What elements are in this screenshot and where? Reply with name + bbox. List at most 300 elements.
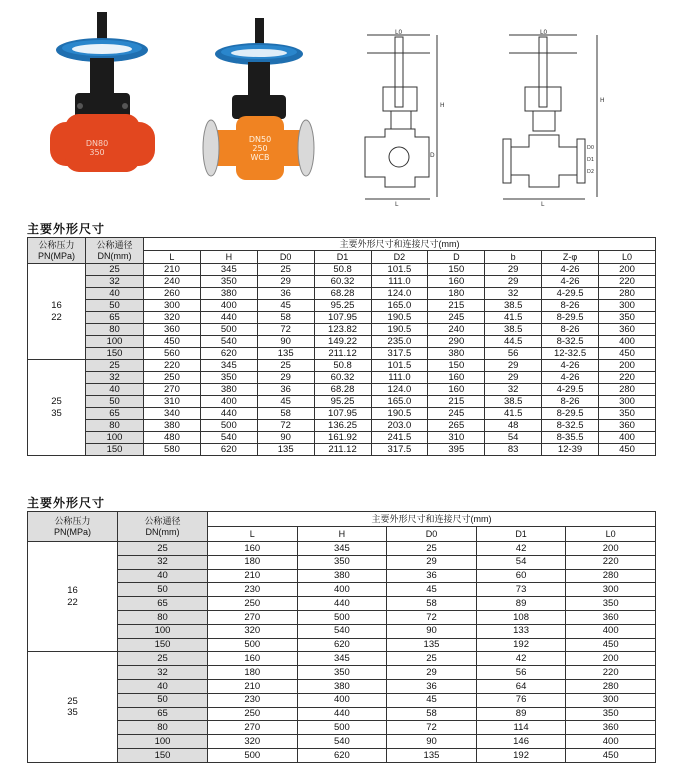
value-cell: 211.12 [314,444,371,456]
svg-text:D: D [430,152,435,159]
value-cell: 160 [428,384,485,396]
value-cell: 41.5 [485,312,542,324]
value-cell: 8-29.5 [542,312,599,324]
svg-text:L: L [395,201,399,207]
value-cell: 107.95 [314,408,371,420]
column-header: H [297,527,387,542]
value-cell: 76 [476,693,566,707]
value-cell: 146 [476,735,566,749]
value-cell: 42 [476,542,566,556]
value-cell: 380 [200,384,257,396]
value-cell: 440 [297,707,387,721]
value-cell: 350 [200,276,257,288]
column-header: L [208,527,298,542]
value-cell: 450 [566,748,656,762]
value-cell: 350 [599,312,656,324]
value-cell: 500 [208,748,298,762]
value-cell: 29 [485,276,542,288]
value-cell: 450 [566,638,656,652]
value-cell: 360 [599,420,656,432]
value-cell: 101.5 [371,360,428,372]
value-cell: 400 [566,735,656,749]
value-cell: 200 [599,360,656,372]
value-cell: 235.0 [371,336,428,348]
value-cell: 58 [257,312,314,324]
svg-text:D2: D2 [587,169,595,175]
value-cell: 300 [599,300,656,312]
value-cell: 45 [257,396,314,408]
value-cell: 83 [485,444,542,456]
value-cell: 58 [387,707,477,721]
value-cell: 395 [428,444,485,456]
value-cell: 135 [387,748,477,762]
value-cell: 400 [599,336,656,348]
dn-cell: 40 [86,384,144,396]
value-cell: 265 [428,420,485,432]
svg-text:L0: L0 [540,29,548,36]
value-cell: 440 [297,597,387,611]
value-cell: 44.5 [485,336,542,348]
value-cell: 440 [200,312,257,324]
value-cell: 290 [428,336,485,348]
value-cell: 42 [476,652,566,666]
value-cell: 8-26 [542,324,599,336]
value-cell: 360 [144,324,201,336]
value-cell: 350 [566,707,656,721]
value-cell: 160 [428,372,485,384]
value-cell: 50.8 [314,264,371,276]
value-cell: 192 [476,748,566,762]
value-cell: 95.25 [314,300,371,312]
value-cell: 48 [485,420,542,432]
table-row [28,312,656,324]
section2-title: 主要外形尺寸 [27,496,106,510]
value-cell: 54 [485,432,542,444]
value-cell: 320 [144,312,201,324]
pn-header: 公称压力 PN(MPa) [28,512,118,542]
svg-text:H: H [440,102,445,109]
value-cell: 45 [257,300,314,312]
value-cell: 220 [144,360,201,372]
dn-header: 公称通径 DN(mm) [118,512,208,542]
column-header: D0 [387,527,477,542]
value-cell: 280 [599,384,656,396]
table-row [28,666,656,680]
value-cell: 58 [387,597,477,611]
value-cell: 29 [387,555,477,569]
dn-cell: 65 [118,707,208,721]
table-row [28,597,656,611]
column-header: L0 [599,251,656,264]
value-cell: 41.5 [485,408,542,420]
value-cell: 8-35.5 [542,432,599,444]
value-cell: 4-26 [542,360,599,372]
value-cell: 89 [476,707,566,721]
dn-cell: 32 [86,372,144,384]
value-cell: 350 [297,666,387,680]
dn-cell: 65 [86,312,144,324]
value-cell: 350 [200,372,257,384]
table-row [28,360,656,372]
value-cell: 8-32.5 [542,336,599,348]
value-cell: 317.5 [371,444,428,456]
value-cell: 480 [144,432,201,444]
value-cell: 56 [476,666,566,680]
value-cell: 440 [200,408,257,420]
value-cell: 60.32 [314,276,371,288]
value-cell: 500 [200,420,257,432]
value-cell: 25 [387,542,477,556]
value-cell: 245 [428,312,485,324]
value-cell: 25 [257,264,314,276]
svg-text:H: H [600,97,605,104]
flanged-valve-drawing [497,27,622,207]
value-cell: 4-26 [542,276,599,288]
value-cell: 300 [566,583,656,597]
value-cell: 29 [485,360,542,372]
svg-text:L0: L0 [395,29,403,36]
value-cell: 380 [428,348,485,360]
value-cell: 220 [566,555,656,569]
value-cell: 90 [387,735,477,749]
value-cell: 29 [387,666,477,680]
valve2-body-label: DN50 250 WCB [248,135,272,162]
value-cell: 111.0 [371,372,428,384]
value-cell: 150 [428,264,485,276]
column-header: b [485,251,542,264]
value-cell: 160 [208,542,298,556]
value-cell: 114 [476,721,566,735]
value-cell: 540 [200,432,257,444]
value-cell: 36 [257,288,314,300]
value-cell: 107.95 [314,312,371,324]
dimension-group-header: 主要外形尺寸和连接尺寸(mm) [144,238,656,251]
value-cell: 90 [257,336,314,348]
table-row [28,610,656,624]
value-cell: 60.32 [314,372,371,384]
value-cell: 320 [208,735,298,749]
dn-cell: 32 [118,666,208,680]
value-cell: 500 [297,721,387,735]
dimension-group-header: 主要外形尺寸和连接尺寸(mm) [208,512,656,527]
value-cell: 38.5 [485,324,542,336]
value-cell: 72 [387,721,477,735]
value-cell: 56 [485,348,542,360]
value-cell: 25 [257,360,314,372]
table-row [28,721,656,735]
value-cell: 380 [144,420,201,432]
dn-cell: 100 [86,336,144,348]
table-row [28,542,656,556]
value-cell: 345 [200,360,257,372]
table-row [28,569,656,583]
value-cell: 73 [476,583,566,597]
value-cell: 215 [428,300,485,312]
table-row [28,555,656,569]
value-cell: 60 [476,569,566,583]
table-row [28,372,656,384]
value-cell: 25 [387,652,477,666]
svg-text:L: L [541,201,545,207]
value-cell: 380 [200,288,257,300]
value-cell: 8-26 [542,396,599,408]
value-cell: 270 [144,384,201,396]
value-cell: 260 [144,288,201,300]
value-cell: 180 [428,288,485,300]
value-cell: 29 [485,372,542,384]
value-cell: 400 [200,396,257,408]
value-cell: 620 [297,748,387,762]
dn-cell: 100 [86,432,144,444]
value-cell: 360 [599,324,656,336]
value-cell: 68.28 [314,288,371,300]
value-cell: 360 [566,721,656,735]
value-cell: 220 [599,276,656,288]
table-row [28,396,656,408]
value-cell: 280 [566,569,656,583]
value-cell: 190.5 [371,312,428,324]
dn-cell: 80 [86,420,144,432]
dn-cell: 32 [86,276,144,288]
value-cell: 12-39 [542,444,599,456]
value-cell: 36 [257,384,314,396]
table-row [28,432,656,444]
dn-cell: 32 [118,555,208,569]
value-cell: 72 [257,324,314,336]
value-cell: 540 [297,735,387,749]
value-cell: 136.25 [314,420,371,432]
value-cell: 108 [476,610,566,624]
value-cell: 124.0 [371,288,428,300]
value-cell: 165.0 [371,300,428,312]
valve1-body-label: DN80 350 [85,139,109,157]
table-row [28,408,656,420]
dn-cell: 65 [86,408,144,420]
value-cell: 310 [428,432,485,444]
value-cell: 240 [144,276,201,288]
value-cell: 210 [208,679,298,693]
pressure-cell: 16 22 [28,542,118,652]
dn-cell: 50 [86,300,144,312]
value-cell: 192 [476,638,566,652]
dn-cell: 50 [118,693,208,707]
column-header: D0 [257,251,314,264]
value-cell: 220 [599,372,656,384]
dn-cell: 150 [118,748,208,762]
value-cell: 90 [387,624,477,638]
dn-cell: 80 [118,721,208,735]
column-header: D2 [371,251,428,264]
dn-cell: 150 [118,638,208,652]
table-row [28,693,656,707]
table-row [28,735,656,749]
value-cell: 123.82 [314,324,371,336]
spec-table-flanged [27,237,656,456]
dn-cell: 40 [118,569,208,583]
value-cell: 400 [599,432,656,444]
table-row [28,707,656,721]
value-cell: 215 [428,396,485,408]
value-cell: 250 [208,597,298,611]
value-cell: 29 [257,372,314,384]
value-cell: 345 [297,652,387,666]
table-row [28,624,656,638]
value-cell: 45 [387,583,477,597]
value-cell: 89 [476,597,566,611]
value-cell: 320 [208,624,298,638]
dn-cell: 100 [118,735,208,749]
value-cell: 400 [297,693,387,707]
value-cell: 72 [257,420,314,432]
value-cell: 350 [297,555,387,569]
value-cell: 190.5 [371,324,428,336]
value-cell: 72 [387,610,477,624]
table-row [28,679,656,693]
value-cell: 36 [387,569,477,583]
table-row [28,288,656,300]
value-cell: 8-29.5 [542,408,599,420]
table-row [28,748,656,762]
flanged-gate-valve-photo [198,18,318,193]
value-cell: 149.22 [314,336,371,348]
value-cell: 540 [200,336,257,348]
value-cell: 38.5 [485,300,542,312]
value-cell: 270 [208,721,298,735]
table-row [28,300,656,312]
svg-text:D1: D1 [587,157,595,163]
value-cell: 160 [428,276,485,288]
dn-cell: 25 [86,360,144,372]
value-cell: 50.8 [314,360,371,372]
dn-cell: 150 [86,348,144,360]
value-cell: 90 [257,432,314,444]
value-cell: 400 [200,300,257,312]
value-cell: 450 [599,348,656,360]
value-cell: 210 [208,569,298,583]
value-cell: 230 [208,693,298,707]
dn-cell: 40 [86,288,144,300]
value-cell: 135 [257,348,314,360]
value-cell: 64 [476,679,566,693]
value-cell: 345 [297,542,387,556]
value-cell: 360 [566,610,656,624]
value-cell: 340 [144,408,201,420]
value-cell: 200 [599,264,656,276]
dn-cell: 80 [86,324,144,336]
value-cell: 345 [200,264,257,276]
value-cell: 241.5 [371,432,428,444]
value-cell: 111.0 [371,276,428,288]
value-cell: 180 [208,666,298,680]
value-cell: 400 [297,583,387,597]
table-row [28,348,656,360]
value-cell: 250 [208,707,298,721]
column-header: D1 [476,527,566,542]
value-cell: 135 [387,638,477,652]
threaded-valve-drawing [355,27,465,207]
value-cell: 124.0 [371,384,428,396]
table-row [28,336,656,348]
value-cell: 450 [599,444,656,456]
value-cell: 500 [297,610,387,624]
column-header: D [428,251,485,264]
table-row [28,420,656,432]
dn-cell: 25 [118,652,208,666]
value-cell: 250 [144,372,201,384]
dn-cell: 50 [86,396,144,408]
value-cell: 230 [208,583,298,597]
value-cell: 4-29.5 [542,288,599,300]
dn-cell: 80 [118,610,208,624]
table-row [28,276,656,288]
value-cell: 580 [144,444,201,456]
value-cell: 220 [566,666,656,680]
value-cell: 165.0 [371,396,428,408]
value-cell: 500 [200,324,257,336]
value-cell: 400 [566,624,656,638]
value-cell: 133 [476,624,566,638]
value-cell: 38.5 [485,396,542,408]
column-header: Z-φ [542,251,599,264]
value-cell: 620 [297,638,387,652]
value-cell: 32 [485,384,542,396]
dn-cell: 150 [86,444,144,456]
value-cell: 101.5 [371,264,428,276]
value-cell: 180 [208,555,298,569]
value-cell: 310 [144,396,201,408]
value-cell: 135 [257,444,314,456]
dn-header: 公称通径 DN(mm) [86,238,144,264]
dn-cell: 100 [118,624,208,638]
table-row [28,324,656,336]
value-cell: 32 [485,288,542,300]
column-header: H [200,251,257,264]
value-cell: 350 [566,597,656,611]
value-cell: 150 [428,360,485,372]
pressure-cell: 16 22 [28,264,86,360]
value-cell: 8-26 [542,300,599,312]
value-cell: 560 [144,348,201,360]
dn-cell: 65 [118,597,208,611]
dn-cell: 50 [118,583,208,597]
value-cell: 54 [476,555,566,569]
value-cell: 540 [297,624,387,638]
dn-cell: 40 [118,679,208,693]
value-cell: 280 [566,679,656,693]
value-cell: 450 [144,336,201,348]
value-cell: 200 [566,542,656,556]
header-row [28,238,656,251]
value-cell: 620 [200,444,257,456]
table-row [28,583,656,597]
value-cell: 161.92 [314,432,371,444]
pressure-cell: 25 35 [28,360,86,456]
value-cell: 160 [208,652,298,666]
dn-cell: 25 [118,542,208,556]
value-cell: 58 [257,408,314,420]
value-cell: 190.5 [371,408,428,420]
value-cell: 4-26 [542,372,599,384]
column-header: L [144,251,201,264]
header-row [28,512,656,527]
value-cell: 4-26 [542,264,599,276]
product-image-strip [0,0,700,215]
value-cell: 500 [208,638,298,652]
column-header: D1 [314,251,371,264]
value-cell: 300 [599,396,656,408]
value-cell: 200 [566,652,656,666]
value-cell: 36 [387,679,477,693]
